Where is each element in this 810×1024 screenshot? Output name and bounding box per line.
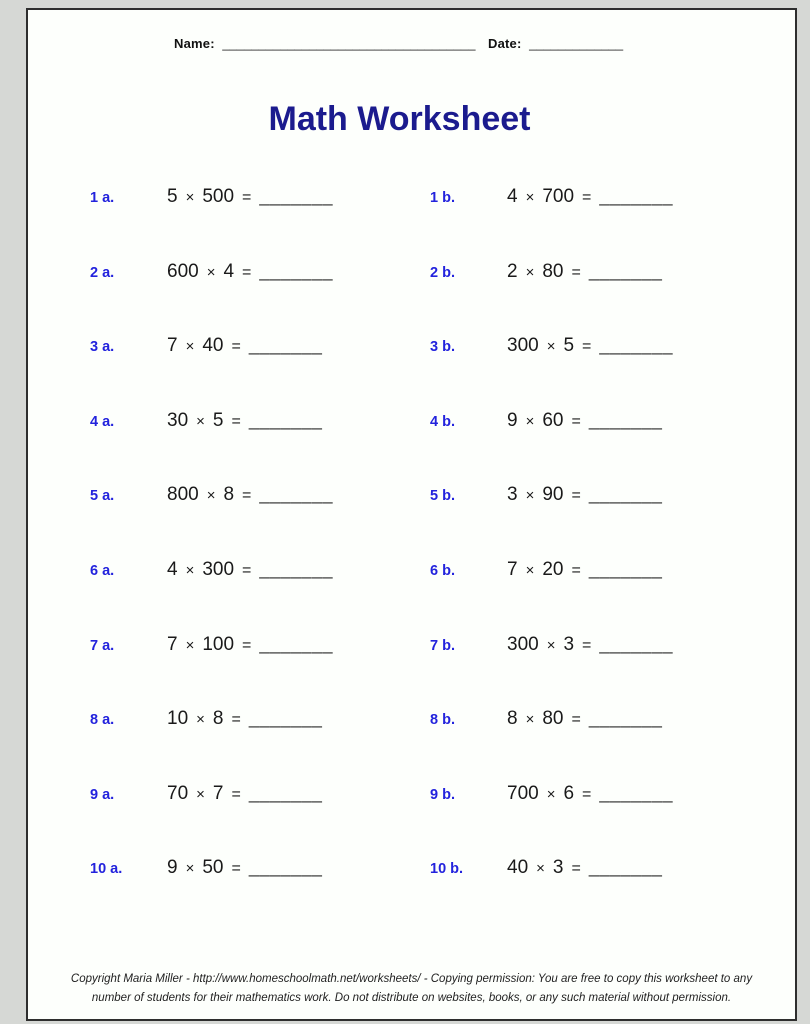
factor-1: 5 (167, 186, 178, 207)
answer-blank: _______ (599, 782, 673, 803)
times-sign: × (185, 561, 195, 579)
times-sign: × (546, 636, 556, 654)
times-sign: × (185, 189, 195, 206)
answer-blank: _______ (588, 558, 663, 579)
problem-label: 3 a. (90, 339, 115, 356)
factor-1: 300 (507, 335, 539, 357)
equals-sign: = (571, 860, 581, 878)
problem-cell (90, 410, 430, 485)
problem-label: 5 a. (90, 488, 115, 505)
name-label: Name: (174, 36, 215, 51)
problem-equation (507, 783, 673, 805)
factor-2: 20 (542, 558, 564, 580)
factor-1: 300 (507, 633, 539, 655)
factor-1: 7 (507, 558, 518, 580)
factor-2: 80 (542, 708, 564, 730)
answer-blank: _______ (588, 857, 663, 878)
problem-equation (167, 634, 333, 656)
times-sign: × (525, 487, 535, 505)
problem-cell (430, 783, 770, 858)
factor-2: 60 (542, 409, 564, 431)
problem-cell (90, 783, 430, 858)
problem-cell (430, 335, 770, 410)
factor-1: 600 (167, 260, 199, 282)
answer-blank: _______ (588, 260, 663, 281)
equals-sign: = (582, 636, 592, 654)
factor-2: 500 (202, 186, 235, 207)
factor-2: 4 (223, 260, 235, 282)
equals-sign: = (571, 561, 581, 579)
problem-equation (167, 559, 333, 581)
problem-cell (430, 484, 770, 559)
times-sign: × (525, 412, 535, 430)
page-title: Math Worksheet (268, 100, 531, 138)
problem-equation (167, 261, 333, 283)
answer-blank: _______ (599, 335, 673, 356)
answer-blank: _______ (588, 484, 663, 505)
name-blank-line: ___________________________________ (222, 36, 476, 51)
answer-blank: _______ (259, 260, 333, 281)
factor-2: 8 (212, 708, 224, 730)
factor-2: 90 (542, 484, 564, 506)
factor-2: 5 (563, 335, 575, 357)
date-group (488, 36, 623, 51)
problem-cell (90, 634, 430, 709)
worksheet-page (26, 8, 797, 1021)
times-sign: × (525, 263, 535, 281)
problem-label: 10 b. (430, 861, 464, 878)
times-sign: × (196, 711, 205, 729)
problem-equation (507, 708, 662, 730)
factor-1: 7 (167, 335, 178, 357)
factor-1: 3 (507, 484, 518, 506)
problem-equation (507, 857, 662, 879)
problem-cell (90, 708, 430, 783)
factor-1: 10 (167, 708, 189, 730)
factor-2: 8 (223, 484, 235, 506)
problem-equation (167, 857, 322, 879)
problem-equation (167, 186, 333, 208)
answer-blank: _______ (588, 409, 663, 430)
factor-1: 4 (167, 558, 178, 580)
problem-equation (167, 484, 333, 506)
equals-sign: = (582, 189, 592, 206)
times-sign: × (525, 189, 535, 206)
factor-1: 70 (167, 782, 189, 804)
times-sign: × (536, 860, 545, 878)
factor-1: 40 (507, 857, 529, 879)
problem-label: 7 b. (430, 637, 455, 654)
factor-1: 9 (167, 857, 178, 879)
problem-cell (430, 261, 770, 336)
answer-blank: _______ (248, 335, 323, 356)
problem-equation (507, 186, 673, 208)
factor-2: 5 (212, 409, 224, 431)
times-sign: × (185, 636, 195, 654)
equals-sign: = (571, 263, 581, 281)
answer-blank: _______ (599, 186, 673, 206)
factor-1: 4 (507, 186, 518, 207)
times-sign: × (185, 338, 195, 356)
factor-1: 8 (507, 708, 518, 730)
factor-2: 6 (563, 782, 575, 804)
times-sign: × (525, 711, 535, 729)
copyright-footer (28, 970, 795, 1007)
factor-1: 800 (167, 484, 199, 506)
equals-sign: = (231, 338, 241, 356)
problem-cell (90, 484, 430, 559)
problem-label: 8 a. (90, 712, 115, 729)
equals-sign: = (231, 412, 241, 430)
problem-equation (167, 783, 322, 805)
problem-cell (430, 186, 770, 261)
equals-sign: = (582, 338, 592, 356)
problem-label: 6 a. (90, 562, 115, 579)
factor-1: 30 (167, 409, 189, 431)
equals-sign: = (231, 785, 241, 803)
problem-label: 8 b. (430, 712, 455, 729)
equals-sign: = (242, 189, 252, 206)
factor-2: 3 (563, 633, 575, 655)
problems-grid (90, 186, 770, 932)
factor-1: 9 (507, 409, 518, 431)
answer-blank: _______ (248, 782, 323, 803)
date-blank-line: _____________ (529, 36, 624, 51)
problem-label: 2 a. (90, 264, 115, 281)
problem-equation (507, 410, 662, 432)
problem-equation (167, 708, 322, 730)
equals-sign: = (571, 412, 581, 430)
problem-cell (430, 634, 770, 709)
problem-label: 9 b. (430, 786, 455, 803)
times-sign: × (525, 561, 535, 579)
factor-2: 100 (202, 633, 235, 655)
factor-2: 80 (542, 260, 564, 282)
equals-sign: = (231, 860, 241, 878)
answer-blank: _______ (248, 708, 323, 729)
times-sign: × (196, 785, 205, 803)
problem-cell (430, 708, 770, 783)
problem-equation (507, 484, 662, 506)
problem-label: 1 b. (430, 190, 455, 206)
answer-blank: _______ (259, 484, 333, 505)
problem-label: 7 a. (90, 637, 115, 654)
problem-cell (430, 559, 770, 634)
problem-label: 4 b. (430, 413, 455, 430)
problem-label: 3 b. (430, 339, 455, 356)
times-sign: × (196, 412, 205, 430)
problem-equation (507, 559, 662, 581)
factor-2: 50 (202, 857, 224, 879)
factor-1: 700 (507, 782, 539, 804)
name-group (174, 36, 475, 51)
problem-label: 5 b. (430, 488, 455, 505)
times-sign: × (206, 263, 216, 281)
answer-blank: _______ (599, 633, 673, 654)
date-label: Date: (488, 36, 522, 51)
problem-label: 6 b. (430, 562, 455, 579)
problem-cell (430, 410, 770, 485)
times-sign: × (546, 785, 556, 803)
problem-cell (90, 335, 430, 410)
answer-blank: _______ (248, 857, 323, 878)
problem-equation (167, 410, 322, 432)
copyright-line-2: number of students for their mathematics work. Do not distribute on websites, books, or any such material without permission. (91, 991, 732, 1004)
factor-2: 300 (202, 558, 235, 580)
factor-1: 2 (507, 260, 518, 282)
problem-cell (90, 857, 430, 932)
answer-blank: _______ (248, 409, 323, 430)
times-sign: × (206, 487, 216, 505)
problem-label: 4 a. (90, 413, 115, 430)
problem-equation (167, 335, 322, 357)
problem-label: 10 a. (90, 861, 123, 878)
problem-label: 1 a. (90, 190, 115, 206)
problem-cell (430, 857, 770, 932)
equals-sign: = (242, 263, 252, 281)
equals-sign: = (231, 711, 241, 729)
problem-cell (90, 261, 430, 336)
answer-blank: _______ (259, 558, 333, 579)
problem-equation (507, 634, 673, 656)
equals-sign: = (242, 487, 252, 505)
times-sign: × (185, 860, 195, 878)
answer-blank: _______ (259, 186, 333, 206)
factor-2: 700 (542, 186, 575, 207)
problem-cell (90, 186, 430, 261)
factor-1: 7 (167, 633, 178, 655)
problem-equation (507, 335, 673, 357)
problem-equation (507, 261, 662, 283)
equals-sign: = (242, 636, 252, 654)
equals-sign: = (242, 561, 252, 579)
copyright-line-1: Copyright Maria Miller - http://www.homeschoolmath.net/worksheets/ - Copying permission: You are free to copy this worksheet to any (70, 973, 753, 986)
problem-label: 2 b. (430, 264, 455, 281)
name-date-row (28, 36, 795, 56)
factor-2: 7 (212, 782, 224, 804)
answer-blank: _______ (588, 708, 663, 729)
equals-sign: = (582, 785, 592, 803)
times-sign: × (546, 338, 556, 356)
equals-sign: = (571, 487, 581, 505)
factor-2: 3 (552, 857, 564, 879)
answer-blank: _______ (259, 633, 333, 654)
equals-sign: = (571, 711, 581, 729)
factor-2: 40 (202, 335, 224, 357)
problem-label: 9 a. (90, 786, 115, 803)
problem-cell (90, 559, 430, 634)
